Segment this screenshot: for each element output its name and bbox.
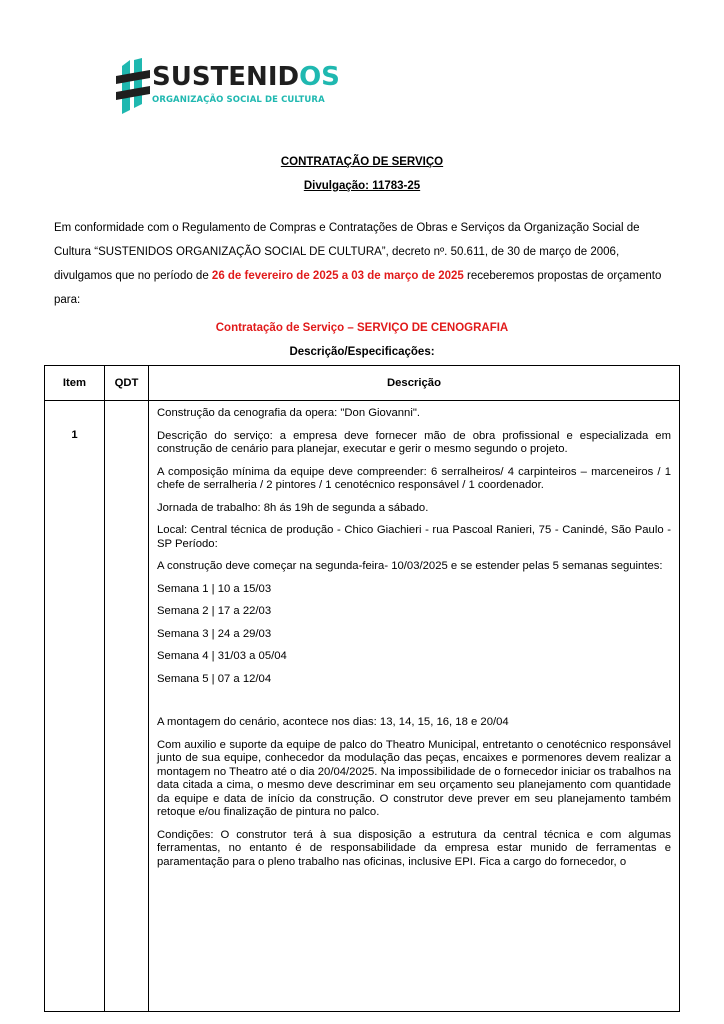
specification-table: [44, 365, 680, 1012]
desc-paragraph: A composição mínima da equipe deve compreender: 6 serralheiros/ 4 carpinteiros – marceneiros / 1 chefe de serralheria / 2 pintores / 1 cenotécnico responsável / 1 coordenador.: [157, 465, 671, 491]
week-line: Semana 1 | 10 a 15/03: [157, 582, 272, 595]
intro-paragraph: Em conformidade com o Regulamento de Compras e Contratações de Obras e Serviços da Organização Social de Cultura “SUSTENIDOS ORGANIZAÇÃO SOCIAL DE CULTURA”, decreto nº. 50.611, de 30 de março de 2006, divulgamos que no período de 26 de fevereiro de 2025 a 03 de março de 2025 receberemos propostas de orçamento para:: [54, 222, 662, 306]
logo-wordmark: SUSTENIDOS: [152, 62, 340, 92]
week-line: Semana 2 | 17 a 22/03: [157, 605, 272, 617]
header-qdt: QDT: [105, 366, 149, 401]
header-description: Descrição: [149, 366, 680, 401]
logo-subtitle: ORGANIZAÇÃO SOCIAL DE CULTURA: [152, 95, 325, 105]
desc-paragraph: Com auxilio e suporte da equipe de palco do Theatro Municipal, entretanto o cenotécnico responsável junto de sua equipe, conhecedor da modulação das peças, encaixes e pormenores devem realizar a montagem no Theatro até o dia 20/04/2025. Na impossibilidade de o fornecedor iniciar os trabalhos na data citada a cima, o mesmo deve descriminar em seu orçamento seu planejamento com quantidade da equipe e data de início da construção. O construtor deve prever em seu planejamento também retoque e/ou finalização de pintura no palco.: [157, 738, 671, 818]
disclosure-number: Divulgação: 11783-25: [303, 180, 421, 192]
week-line: Semana 3 | 24 a 29/03: [157, 627, 272, 640]
table-header-row: [45, 366, 680, 401]
desc-paragraph: Local: Central técnica de produção - Chico Giachieri - rua Pascoal Ranieri, 75 - Canindé, São Paulo - SP Período:: [157, 524, 671, 550]
logo: [116, 58, 340, 114]
hashtag-logo-icon: [116, 58, 150, 114]
week-line: Semana 5 | 07 a 12/04: [157, 672, 272, 685]
item-qdt: [105, 401, 149, 1012]
page-title: CONTRATAÇÃO DE SERVIÇO: [280, 156, 444, 168]
service-title: Contratação de Serviço – SERVIÇO DE CENOGRAFIA: [215, 322, 509, 334]
desc-paragraph: Jornada de trabalho: 8h ás 19h de segunda a sábado.: [157, 501, 429, 514]
desc-paragraph: Condições: O construtor terá à sua disposição a estrutura da central técnica e com algumas ferramentas, no entanto é de responsabilidade da empresa estar munido de ferramentas e paramentação para o pleno trabalho nas oficinas, inclusive EPI. Fica a cargo do fornecedor, o: [157, 828, 671, 868]
desc-paragraph: A construção deve começar na segunda-feira- 10/03/2025 e se estender pelas 5 semanas seguintes:: [157, 560, 663, 572]
desc-paragraph: A montagem do cenário, acontece nos dias: 13, 14, 15, 16, 18 e 20/04: [157, 716, 509, 728]
proposal-period: 26 de fevereiro de 2025 a 03 de março de 2025: [211, 270, 464, 282]
table-row: [45, 401, 680, 1012]
spec-title: Descrição/Especificações:: [289, 346, 435, 358]
item-number: 1: [45, 401, 105, 1012]
header-item: Item: [45, 366, 105, 401]
week-line: Semana 4 | 31/03 a 05/04: [157, 650, 287, 662]
desc-paragraph: Construção da cenografia da opera: "Don Giovanni".: [157, 407, 420, 419]
desc-paragraph: Descrição do serviço: a empresa deve fornecer mão de obra profissional e especializada em construção de cenário para planejar, executar e gerir o mesmo segundo o projeto.: [157, 429, 671, 455]
item-description: [149, 401, 680, 1012]
